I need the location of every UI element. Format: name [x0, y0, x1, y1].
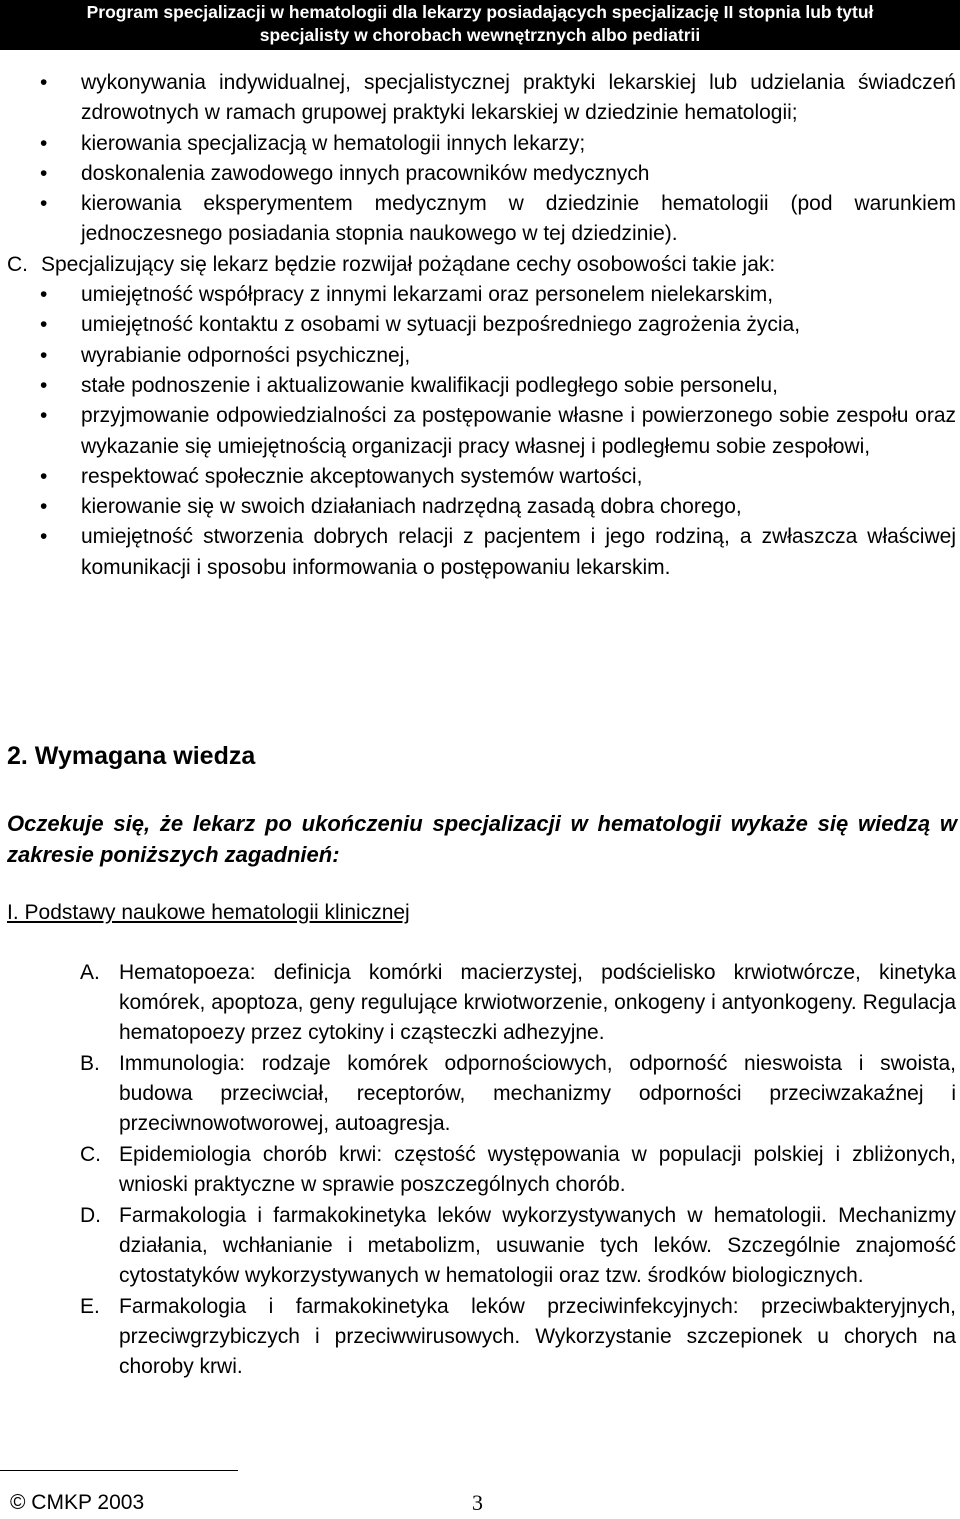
list-item: • stałe podnoszenie i aktualizowanie kwalifikacji podległego sobie personelu, — [0, 371, 960, 401]
list-item: • wyrabianie odporności psychicznej, — [0, 341, 960, 371]
page-number: 3 — [472, 1490, 483, 1515]
c-bullet-list — [0, 280, 960, 583]
topic-letter: C. — [80, 1143, 101, 1166]
list-item: • umiejętność kontaktu z osobami w sytuacji bezpośredniego zagrożenia życia, — [0, 310, 960, 340]
section-c-heading — [0, 250, 960, 280]
list-item: • wykonywania indywidualnej, specjalistycznej praktyki lekarskiej lub udzielania świadczeń zdrowotnych w ramach grupowej praktyki lekarskiej w dziedzinie hematologii; — [0, 68, 960, 129]
list-item — [0, 958, 960, 1048]
topic-text: Farmakologia i farmakokinetyka leków przeciwinfekcyjnych: przeciwbakteryjnych, przeciwgrzybiczych i przeciwwirusowych. Wykorzystanie szczepionek u chorych na choroby krwi. — [119, 1295, 956, 1378]
header-line-1: Program specjalizacji w hematologii dla lekarzy posiadających specjalizację II stopnia lub tytuł — [86, 2, 874, 22]
list-item — [0, 1292, 960, 1382]
topic-list — [0, 958, 960, 1382]
footer-copyright: © CMKP 2003 — [10, 1491, 145, 1514]
list-item: • doskonalenia zawodowego innych pracowników medycznych — [0, 159, 960, 189]
section-c-text: Specjalizujący się lekarz będzie rozwijał pożądane cechy osobowości takie jak: — [41, 252, 776, 276]
topic-text: Farmakologia i farmakokinetyka leków wykorzystywanych w hematologii. Mechanizmy działania, wchłanianie i metabolizm, usuwanie tych leków. Szczególnie znajomość cytostatyków wykorzystywanych w hematologii oraz tzw. środków biologicznych. — [119, 1204, 956, 1287]
section-intro: Oczekuje się, że lekarz po ukończeniu specjalizacji w hematologii wykaże się wiedzą w zakresie poniższych zagadnień: — [7, 811, 957, 867]
list-item: • kierowanie się w swoich działaniach nadrzędną zasadą dobra chorego, — [0, 492, 960, 522]
topic-letter: E. — [80, 1295, 100, 1318]
topic-text: Epidemiologia chorób krwi: częstość występowania w populacji polskiej i zbliżonych, wnioski praktyczne w sprawie poszczególnych chorób. — [119, 1143, 956, 1196]
header-line-2: specjalisty w chorobach wewnętrznych albo pediatrii — [259, 25, 701, 45]
list-item — [0, 1140, 960, 1200]
list-item: • kierowania eksperymentem medycznym w dziedzinie hematologii (pod warunkiem jednoczesnego posiadania stopnia naukowego w tej dziedzinie). — [0, 189, 960, 250]
list-item: • umiejętność współpracy z innymi lekarzami oraz personelem nielekarskim, — [0, 280, 960, 310]
topic-letter: A. — [80, 961, 100, 984]
list-item — [0, 1049, 960, 1139]
section-title: 2. Wymagana wiedza — [7, 742, 256, 770]
topic-letter: B. — [80, 1052, 100, 1075]
content — [0, 68, 960, 583]
section-c-letter: C. — [7, 252, 28, 276]
list-item — [0, 1201, 960, 1291]
topic-text: Hematopoeza: definicja komórki macierzystej, podścielisko krwiotwórcze, kinetyka komórek, apoptoza, geny regulujące krwiotworzenie, onkogeny i antyonkogeny. Regulacja hematopoezy przez cytokiny i cząsteczki adhezyjne. — [119, 961, 956, 1044]
list-item: • kierowania specjalizacją w hematologii innych lekarzy; — [0, 129, 960, 159]
page-header — [0, 0, 960, 50]
top-bullet-list — [0, 68, 960, 250]
topic-text: Immunologia: rodzaje komórek odpornościowych, odporność nieswoista i swoista, budowa przeciwciał, receptorów, mechanizmy odporności przeciwzakaźnej i przeciwnowotworowej, autoagresja. — [119, 1052, 956, 1135]
footer-divider — [0, 1470, 238, 1471]
list-item: • respektować społecznie akceptowanych systemów wartości, — [0, 462, 960, 492]
topic-letter: D. — [80, 1204, 101, 1227]
list-item: • umiejętność stworzenia dobrych relacji z pacjentem i jego rodziną, a zwłaszcza właściwej komunikacji i sposobu informowania o postępowaniu lekarskim. — [0, 522, 960, 583]
list-item: • przyjmowanie odpowiedzialności za postępowanie własne i powierzonego sobie zespołu oraz wykazanie się umiejętnością organizacji pracy własnej i podległemu sobie zespołowi, — [0, 401, 960, 462]
subheading: I. Podstawy naukowe hematologii klinicznej — [7, 901, 410, 924]
